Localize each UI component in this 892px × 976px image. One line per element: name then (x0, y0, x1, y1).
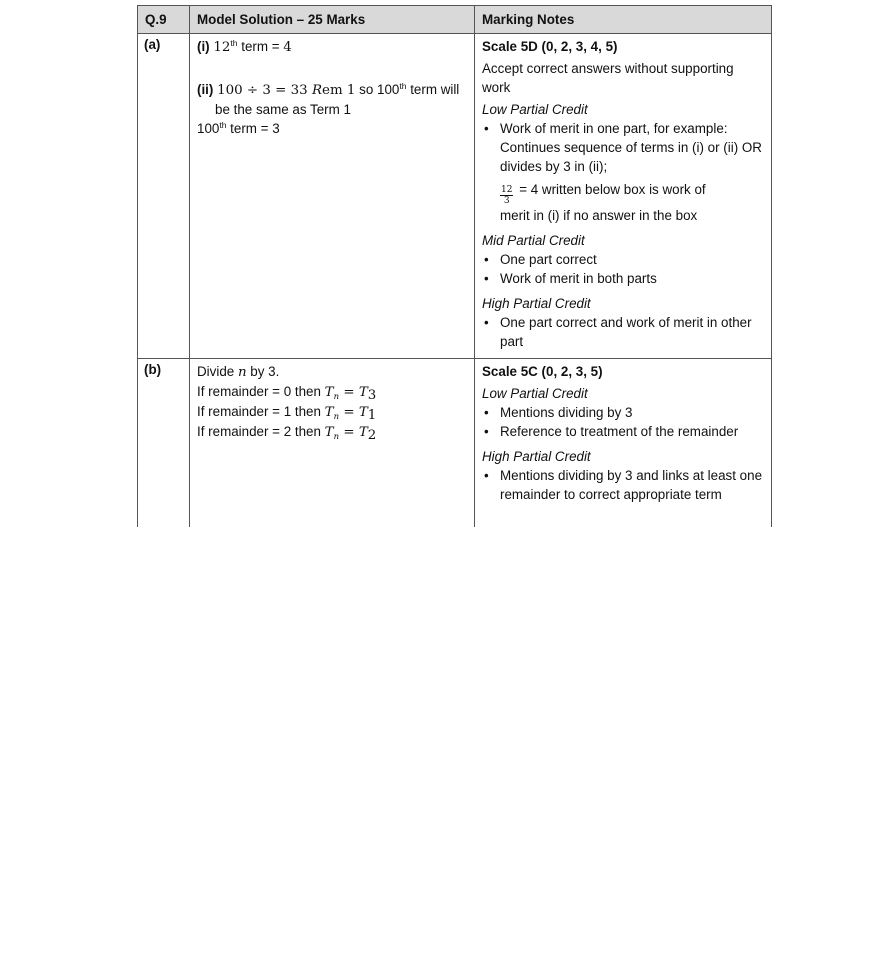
part-b-high-credit-heading: High Partial Credit (482, 449, 591, 464)
term-lhs: T (324, 385, 334, 400)
equals-sign: = (339, 425, 359, 440)
part-b-low-credit-heading: Low Partial Credit (482, 386, 588, 401)
remainder-row (197, 382, 468, 402)
remainder-row (197, 402, 468, 422)
part-a-accept-note: Accept correct answers without supporting work (482, 61, 734, 95)
term-lhs: T (324, 425, 334, 440)
list-item (482, 119, 765, 206)
solution-ii-math: 100 ÷ 3 = 33 (217, 83, 312, 98)
solution-i-value: 4 (283, 40, 292, 55)
remainder-text: If remainder = 0 then (197, 384, 325, 399)
term-rhs-sub: 2 (367, 428, 377, 443)
list-item: • Work of merit in both parts (482, 269, 765, 288)
remainder-row (197, 422, 468, 442)
solution-ii-text2: term will (406, 82, 460, 97)
equals-sign: = (339, 385, 359, 400)
part-a-solution-ii-cont: be the same as Term 1 (215, 102, 351, 117)
table-header-row (138, 6, 772, 34)
part-b-scale: Scale 5C (0, 2, 3, 5) (482, 364, 603, 379)
remainder-text: If remainder = 1 then (197, 404, 325, 419)
term-lhs-sub: n (333, 392, 340, 402)
part-a-marking-notes (475, 34, 772, 359)
list-item: • One part correct and work of merit in other part (482, 313, 765, 351)
part-a-solution-iii (197, 119, 468, 138)
solution-b-n: n (237, 365, 247, 380)
part-a-solution-ii (197, 80, 468, 100)
part-b-high-credit-list (482, 466, 765, 504)
low-credit-item-line2: Continues sequence of terms in (i) or (ii) OR divides by 3 in (ii); (500, 140, 762, 174)
marking-scheme-table (137, 5, 772, 527)
solution-iii-text: term = 3 (226, 121, 280, 136)
part-b-remainder-rows (197, 382, 468, 442)
solution-iii-ordinal: 100 (197, 121, 220, 136)
part-b-label: (b) (138, 359, 190, 528)
part-a-label: (a) (138, 34, 190, 359)
solution-ii-sup: th (399, 81, 407, 91)
part-a-solution-i (197, 37, 468, 57)
term-lhs-sub: n (333, 432, 340, 442)
solution-i-text: term = (237, 39, 284, 54)
low-credit-item-line1: • Work of merit in one part, for example: (500, 121, 728, 136)
part-a-mid-credit-list (482, 250, 765, 288)
solution-b-text: Divide (197, 364, 238, 379)
term-rhs-sub: 1 (367, 408, 377, 423)
solution-i-tag: (i) (197, 39, 210, 54)
part-b-marking-notes (475, 359, 772, 528)
part-a-low-credit-list (482, 119, 765, 206)
table-row-part-b (138, 359, 772, 528)
part-b-solution-line1 (197, 362, 468, 382)
header-marking-notes: Marking Notes (475, 6, 772, 34)
part-a-low-credit-tail: merit in (i) if no answer in the box (500, 208, 698, 223)
list-item: • Mentions dividing by 3 and links at least one remainder to correct appropriate term (482, 466, 765, 504)
fraction-twelve-thirds (500, 185, 513, 206)
solution-iii-sup: th (219, 120, 227, 130)
solution-ii-tag: (ii) (197, 82, 214, 97)
part-b-solution (190, 359, 475, 528)
part-a-solution (190, 34, 475, 359)
term-rhs-sub: 3 (367, 388, 377, 403)
list-item: • One part correct (482, 250, 765, 269)
solution-i-ordinal: 12 (213, 40, 231, 55)
marking-scheme-page (137, 5, 771, 527)
part-a-mid-credit-heading: Mid Partial Credit (482, 233, 585, 248)
part-a-high-credit-heading: High Partial Credit (482, 296, 591, 311)
solution-ii-rem: R (311, 83, 323, 98)
solution-i-sup: th (230, 38, 238, 48)
term-lhs-sub: n (333, 412, 340, 422)
header-model-solution: Model Solution – 25 Marks (190, 6, 475, 34)
term-rhs: T (358, 385, 368, 400)
list-item: • Reference to treatment of the remainder (482, 422, 765, 441)
fraction-numerator: 12 (501, 185, 513, 195)
solution-b-text2: by 3. (246, 364, 280, 379)
equals-sign: = (339, 405, 359, 420)
fraction-rest-text: = 4 written below box is work of (519, 182, 706, 197)
low-credit-fraction-line (500, 180, 765, 206)
header-question: Q.9 (138, 6, 190, 34)
term-lhs: T (324, 405, 334, 420)
list-item: • Mentions dividing by 3 (482, 403, 765, 422)
part-b-low-credit-list (482, 403, 765, 441)
part-a-low-credit-heading: Low Partial Credit (482, 102, 588, 117)
solution-ii-text: so 100 (355, 82, 400, 97)
fraction-denominator: 3 (503, 196, 510, 206)
table-row-part-a (138, 34, 772, 359)
remainder-text: If remainder = 2 then (197, 424, 325, 439)
part-a-high-credit-list (482, 313, 765, 351)
term-rhs: T (358, 425, 368, 440)
term-rhs: T (358, 405, 368, 420)
solution-ii-math2: em 1 (322, 83, 356, 98)
part-a-scale: Scale 5D (0, 2, 3, 4, 5) (482, 39, 618, 54)
